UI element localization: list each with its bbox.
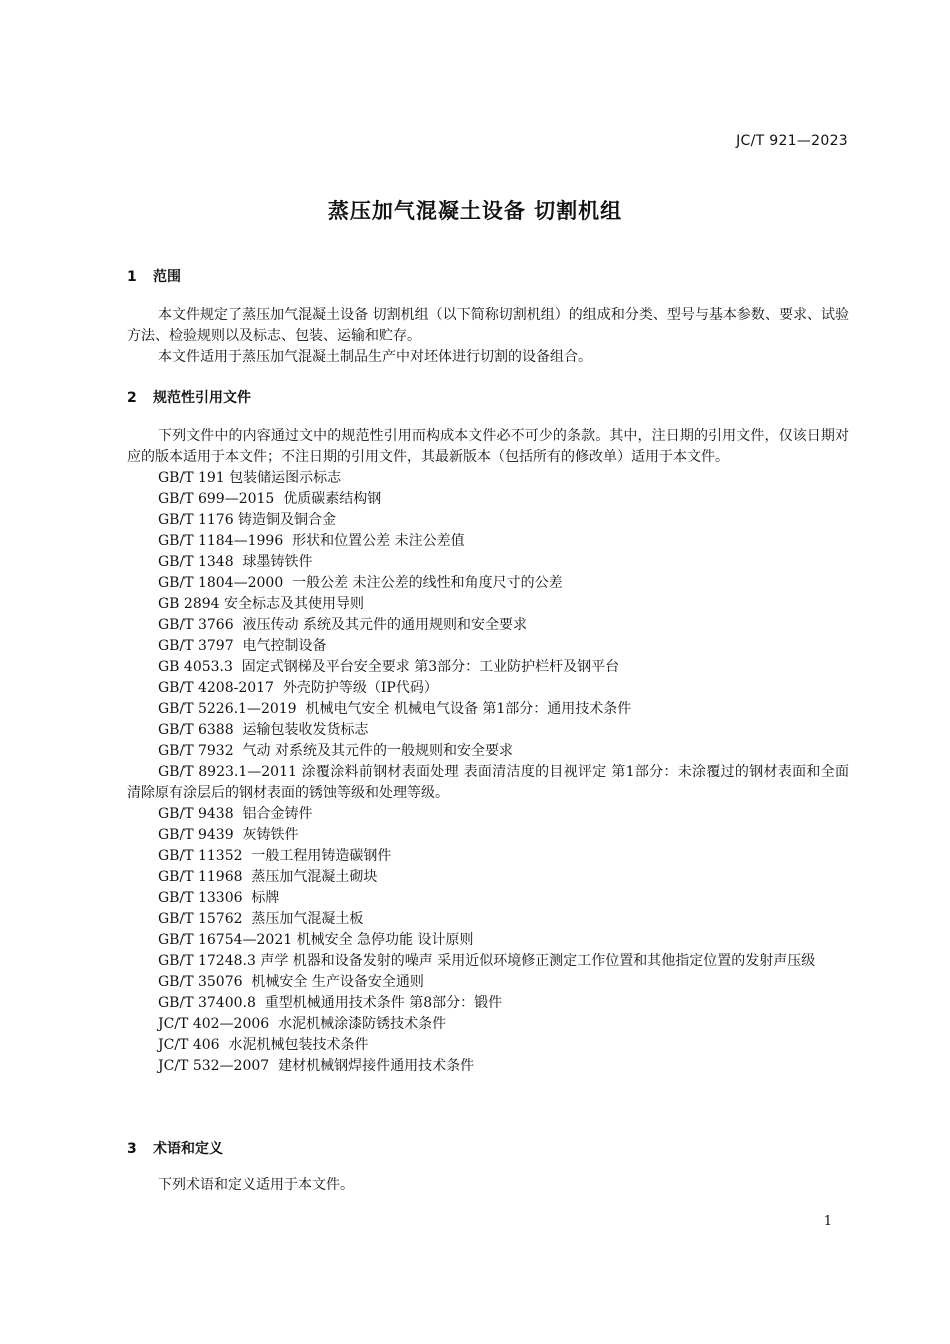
section-heading-terms — [127, 1138, 223, 1158]
reference-item: GB/T 699—2015 优质碳素结构钢 — [158, 491, 382, 507]
reference-item: GB/T 7932 气动 对系统及其元件的一般规则和安全要求 — [158, 743, 513, 759]
reference-item: JC/T 402—2006 水泥机械涂漆防锈技术条件 — [158, 1016, 447, 1032]
reference-item: GB 2894 安全标志及其使用导则 — [158, 596, 365, 612]
section-number: 3 — [127, 1141, 137, 1157]
terms-body — [127, 1175, 849, 1196]
normative-references-body — [127, 426, 849, 1077]
reference-item: GB/T 15762 蒸压加气混凝土板 — [158, 911, 364, 927]
normative-intro: 下列文件中的内容通过文中的规范性引用而构成本文件必不可少的条款。其中，注日期的引用文件，仅该日期对应的版本适用于本文件；不注日期的引用文件，其最新版本（包括所有的修改单）适用于本文件。 — [127, 428, 849, 465]
reference-item: GB/T 3797 电气控制设备 — [158, 638, 327, 654]
reference-item: JC/T 532—2007 建材机械钢焊接件通用技术条件 — [158, 1058, 475, 1074]
terms-intro: 下列术语和定义适用于本文件。 — [158, 1177, 354, 1193]
reference-item: GB/T 4208-2017 外壳防护等级（IP代码） — [158, 680, 438, 696]
scope-paragraph: 本文件规定了蒸压加气混凝土设备 切割机组（以下简称切割机组）的组成和分类、型号与基本参数、要求、试验方法、检验规则以及标志、包装、运输和贮存。 — [127, 307, 849, 344]
reference-item: GB/T 11352 一般工程用铸造碳钢件 — [158, 848, 392, 864]
standard-code: JC/T 921—2023 — [736, 133, 848, 149]
section-title: 范围 — [153, 269, 181, 285]
reference-item: GB/T 5226.1—2019 机械电气安全 机械电气设备 第1部分：通用技术条件 — [158, 701, 632, 717]
reference-item: GB/T 35076 机械安全 生产设备安全通则 — [158, 974, 424, 990]
reference-item: GB/T 1804—2000 一般公差 未注公差的线性和角度尺寸的公差 — [158, 575, 563, 591]
reference-item: GB/T 8923.1—2011 涂覆涂料前钢材表面处理 表面清洁度的目视评定 第1部分：未涂覆过的钢材表面和全面清除原有涂层后的钢材表面的锈蚀等级和处理等级。 — [127, 764, 849, 801]
reference-item: GB/T 9439 灰铸铁件 — [158, 827, 299, 843]
section-number: 2 — [127, 390, 137, 406]
reference-item: GB/T 1176 铸造铜及铜合金 — [158, 512, 337, 528]
reference-item: GB/T 37400.8 重型机械通用技术条件 第8部分：锻件 — [158, 995, 503, 1011]
section-heading-scope — [127, 266, 181, 286]
section-number: 1 — [127, 269, 137, 285]
reference-item: GB/T 3766 液压传动 系统及其元件的通用规则和安全要求 — [158, 617, 527, 633]
reference-item: GB/T 9438 铝合金铸件 — [158, 806, 313, 822]
reference-item: GB/T 1348 球墨铸铁件 — [158, 554, 313, 570]
page-number: 1 — [823, 1214, 832, 1229]
reference-item: GB 4053.3 固定式钢梯及平台安全要求 第3部分：工业防护栏杆及钢平台 — [158, 659, 620, 675]
reference-item: GB/T 17248.3 声学 机器和设备发射的噪声 采用近似环境修正测定工作位置和其他指定位置的发射声压级 — [158, 953, 816, 969]
reference-item: GB/T 13306 标牌 — [158, 890, 280, 906]
section-heading-normative-references — [127, 387, 251, 407]
reference-item: GB/T 1184—1996 形状和位置公差 未注公差值 — [158, 533, 465, 549]
section-title: 术语和定义 — [153, 1141, 223, 1157]
reference-item: GB/T 16754—2021 机械安全 急停功能 设计原则 — [158, 932, 474, 948]
document-title: 蒸压加气混凝土设备 切割机组 — [327, 199, 623, 223]
reference-item: JC/T 406 水泥机械包装技术条件 — [158, 1037, 369, 1053]
reference-item: GB/T 11968 蒸压加气混凝土砌块 — [158, 869, 378, 885]
scope-body — [127, 305, 849, 368]
scope-paragraph: 本文件适用于蒸压加气混凝土制品生产中对坯体进行切割的设备组合。 — [158, 349, 592, 365]
reference-item: GB/T 6388 运输包装收发货标志 — [158, 722, 369, 738]
section-title: 规范性引用文件 — [153, 390, 251, 406]
reference-item: GB/T 191 包装储运图示标志 — [158, 470, 342, 486]
